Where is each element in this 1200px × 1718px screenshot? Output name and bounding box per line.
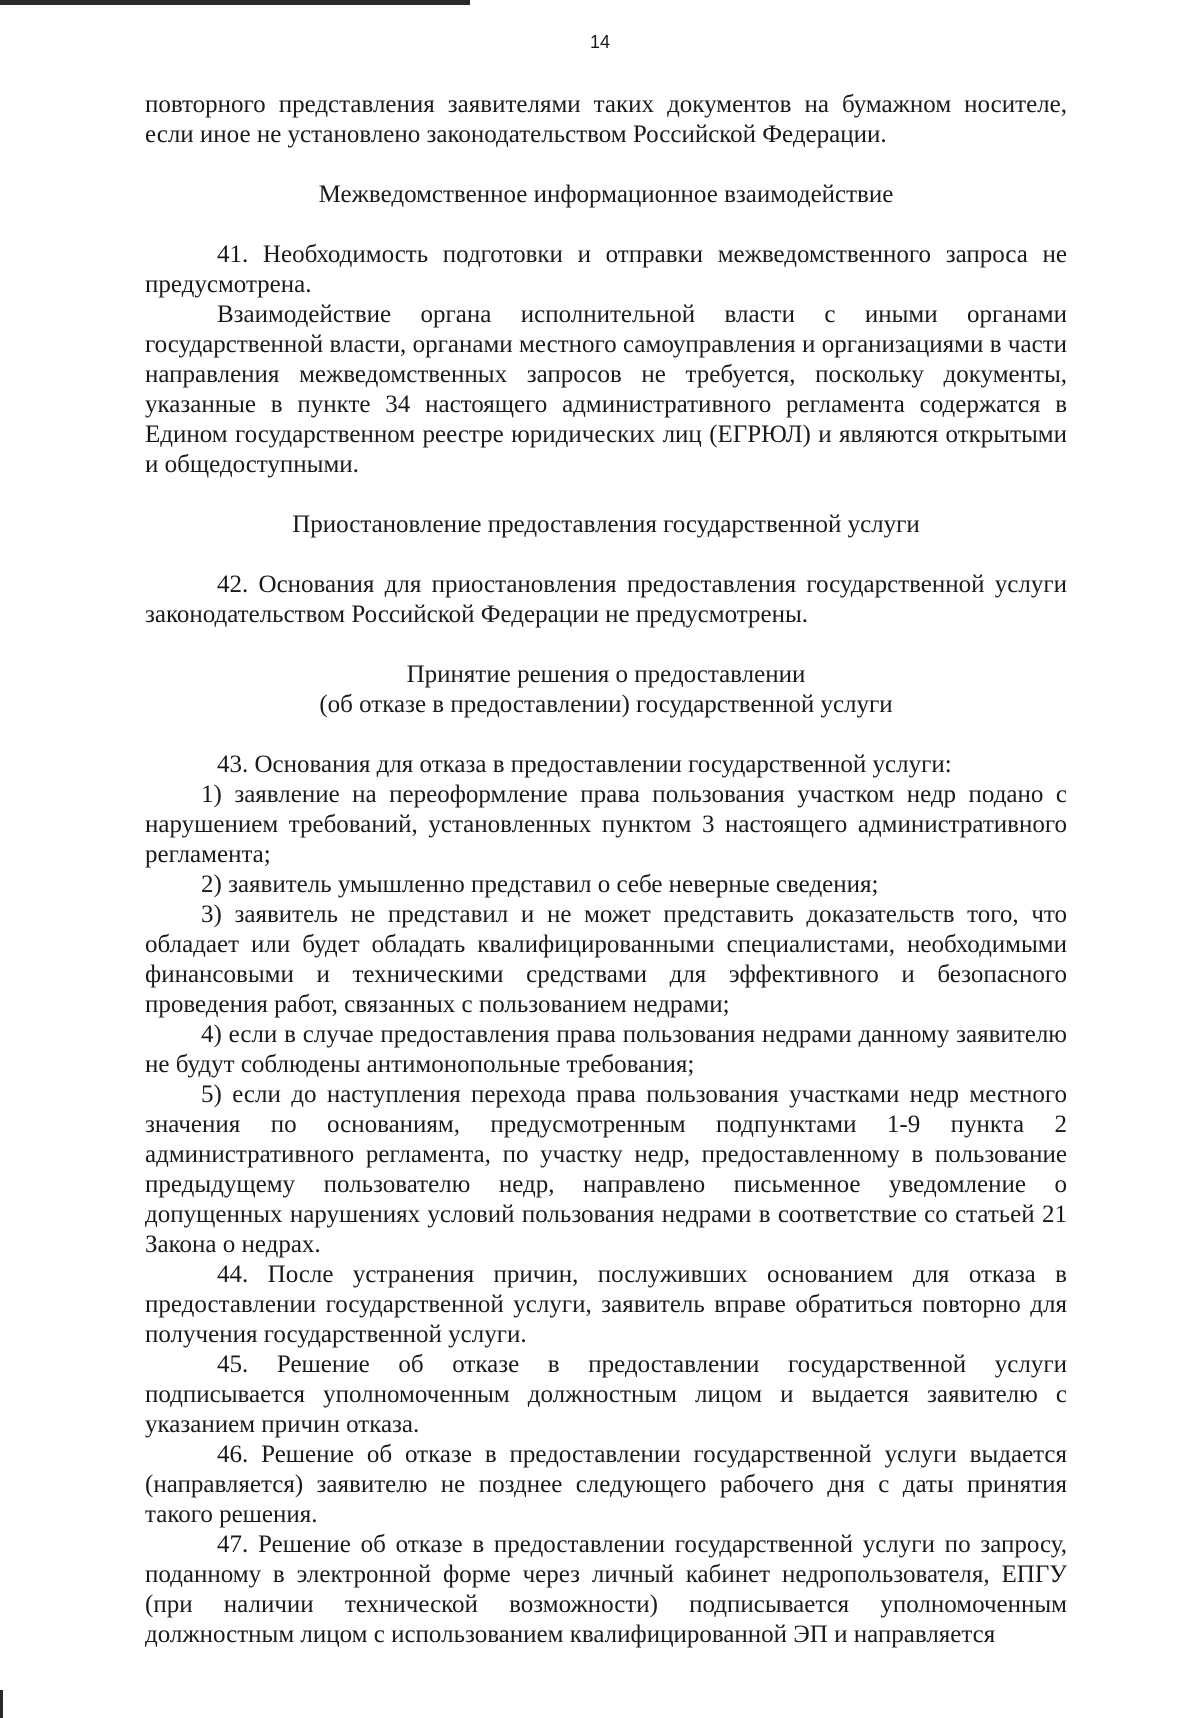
section-heading-line: (об отказе в предоставлении) государственной услуги [319, 691, 893, 718]
section-heading-line: Принятие решения о предоставлении [406, 661, 806, 688]
list-item-43-2: 2) заявитель умышленно представил о себе неверные сведения; [201, 871, 879, 898]
paragraph-46: 46. Решение об отказе в предоставлении государственной услуги выдается (направляется) заявителю не позднее следующего рабочего дня с даты принятия такого решения. [145, 1441, 1067, 1528]
list-item-43-3: 3) заявитель не представил и не может представить доказательств того, что обладает или будет обладать квалифицированными специалистами, необходимыми финансовыми и техническими средствами для эффективного и безопасного проведения работ, связанных с пользованием недрами; [145, 901, 1067, 1018]
paragraph-43: 43. Основания для отказа в предоставлении государственной услуги: [217, 751, 952, 778]
page-number: 14 [589, 32, 611, 52]
list-item-43-4: 4) если в случае предоставления права пользования недрами данному заявителю не будут соблюдены антимонопольные требования; [145, 1021, 1067, 1078]
paragraph-continuation: повторного представления заявителями таких документов на бумажном носителе, если иное не установлено законодательством Российской Федерации. [145, 91, 1067, 148]
section-heading: Приостановление предоставления государственной услуги [292, 511, 920, 538]
list-item-43-5: 5) если до наступления перехода права пользования участками недр местного значения по основаниям, предусмотренным подпунктами 1-9 пункта 2 административного регламента, по участку недр, предоставленному в пользование предыдущему пользователю недр, направлено письменное уведомление о допущенных нарушениях условий пользования недрами в соответствие со статьей 21 Закона о недрах. [145, 1081, 1067, 1258]
list-item-43-1: 1) заявление на переоформление права пользования участком недр подано с нарушением требований, установленных пунктом 3 настоящего административного регламента; [145, 781, 1067, 868]
paragraph-41: 41. Необходимость подготовки и отправки межведомственного запроса не предусмотрена. [145, 241, 1067, 298]
scan-edge-artifact [0, 0, 470, 5]
section-heading [145, 660, 1067, 720]
document-body [145, 90, 1067, 1650]
paragraph-44: 44. После устранения причин, послуживших основанием для отказа в предоставлении государственной услуги, заявитель вправе обратиться повторно для получения государственной услуги. [145, 1261, 1067, 1348]
paragraph-45: 45. Решение об отказе в предоставлении государственной услуги подписывается уполномоченным должностным лицом и выдается заявителю с указанием причин отказа. [145, 1351, 1067, 1438]
section-heading: Межведомственное информационное взаимодействие [318, 181, 894, 208]
scan-edge-artifact [0, 1690, 3, 1718]
paragraph-41-interaction: Взаимодействие органа исполнительной власти с иными органами государственной власти, органами местного самоуправления и организациями в части направления межведомственных запросов не требуется, поскольку документы, указанные в пункте 34 настоящего административного регламента содержатся в Едином государственном реестре юридических лиц (ЕГРЮЛ) и являются открытыми и общедоступными. [145, 301, 1067, 478]
paragraph-42: 42. Основания для приостановления предоставления государственной услуги законодательством Российской Федерации не предусмотрены. [145, 571, 1067, 628]
paragraph-47: 47. Решение об отказе в предоставлении государственной услуги по запросу, поданному в электронной форме через личный кабинет недропользователя, ЕПГУ (при наличии технической возможности) подписывается уполномоченным должностным лицом с использованием квалифицированной ЭП и направляется [145, 1531, 1067, 1648]
